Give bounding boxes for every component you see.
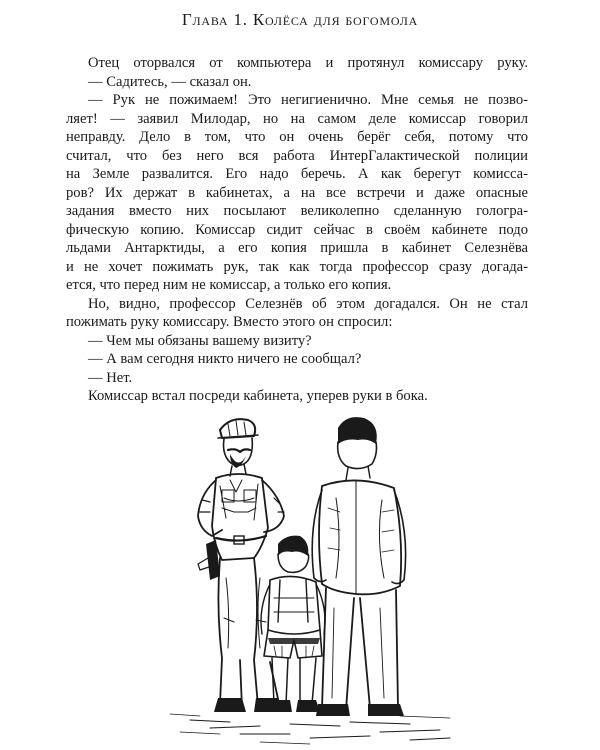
text-line: и не хочет пожимать рук, так как тогда профессор сразу догада- <box>66 258 528 275</box>
text-line: ется, что перед ним не комиссар, а только его копия. <box>66 277 392 293</box>
child-figure <box>261 536 325 712</box>
body-text <box>66 54 528 406</box>
chapter-title: Глава 1. Колёса для богомола <box>181 10 419 29</box>
text-line: Отец оторвался от компьютера и протянул комиссару руку. <box>88 55 528 71</box>
text-line: — Садитесь, — сказал он. <box>88 73 252 90</box>
illustration <box>150 408 470 746</box>
text-line: фическую копию. Комиссар сидит сейчас в своём кабинете подо <box>66 221 528 238</box>
text-line: — Чем мы обязаны вашему визиту? <box>88 332 312 349</box>
text-line: льдами Антарктиды, а его копия пришла в кабинет Селезнёва <box>66 240 528 256</box>
text-line: — А вам сегодня никто ничего не сообщал? <box>88 351 362 367</box>
ground-hatching <box>170 714 450 744</box>
text-line: задания вместо них посылают великолепно сделанную гологра- <box>66 203 528 219</box>
text-line: Комиссар встал посреди кабинета, уперев руки в бока. <box>88 388 428 404</box>
professor-figure <box>312 417 405 716</box>
text-line: — Нет. <box>88 369 133 386</box>
text-line: ляет! — заявил Милодар, но на самом деле комиссар говорил <box>66 110 528 127</box>
text-line: неправду. Дело в том, что он очень берёг себя, потому что <box>66 129 528 145</box>
commissar-figure <box>198 419 284 712</box>
pen-drawing-icon <box>150 408 470 746</box>
text-line: — Рук не пожимаем! Это негигиенично. Мне семья не позво- <box>88 92 528 108</box>
text-line: пожимать руку комиссару. Вместо этого он спросил: <box>66 314 393 330</box>
text-line: Но, видно, профессор Селезнёв об этом догадался. Он не стал <box>88 295 528 312</box>
text-line: на Земле развалится. Его надо беречь. А как берегут комисса- <box>66 166 528 182</box>
text-line: считал, что без него вся работа ИнтерГалактической полиции <box>66 147 528 164</box>
text-line: ров? Их держат в кабинетах, а на все встречи и даже опасные <box>66 184 528 201</box>
